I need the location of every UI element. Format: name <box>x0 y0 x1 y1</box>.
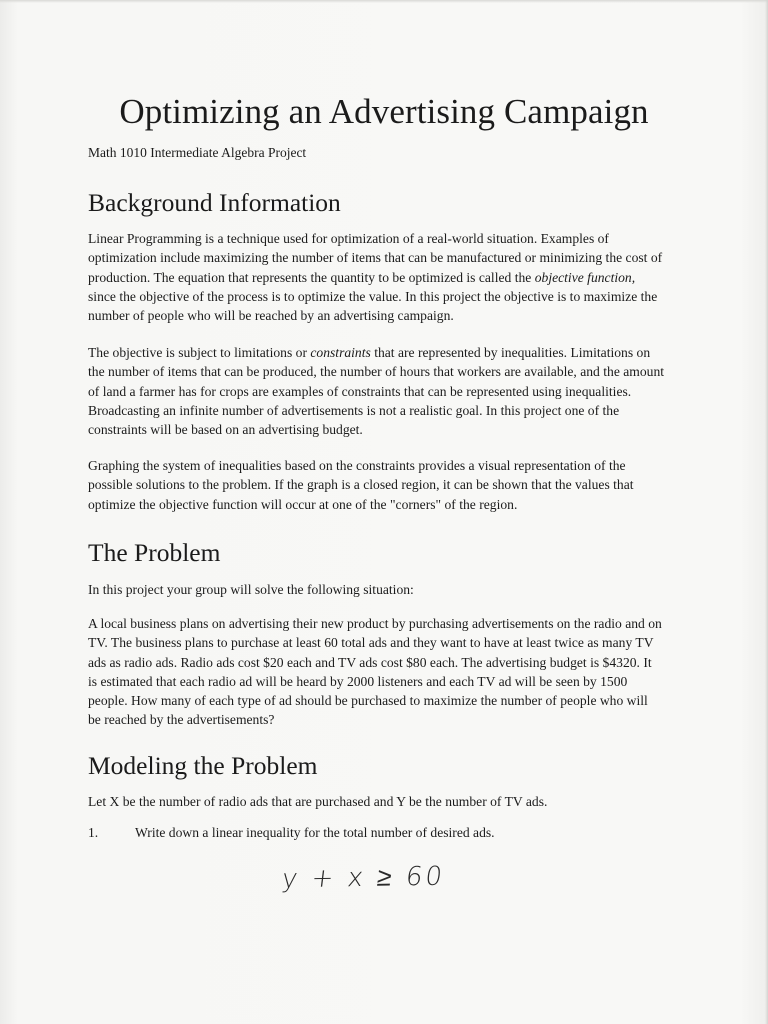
text-line: TV. The business plans to purchase at least 60 total ads and they want to have at least twice as many TV <box>88 635 654 651</box>
heading-problem: The Problem <box>88 538 221 567</box>
text-line: Linear Programming is a technique used for optimization of a real-world situation. Examples of <box>88 231 609 246</box>
text-line: of land a farmer has for crops are examples of constraints that can be represented using inequalities. <box>88 383 632 399</box>
term-objective-function: objective function, <box>534 269 636 285</box>
paragraph-problem-body <box>88 614 688 730</box>
text-line: is estimated that each radio ad will be heard by 2000 listeners and each TV ad will be seen by 1500 <box>88 673 628 689</box>
page-subtitle: Math 1010 Intermediate Algebra Project <box>88 145 307 160</box>
text-line: Broadcasting an infinite number of advertisements is not a realistic goal. In this project one of the <box>88 402 620 418</box>
text-line: be reached by the advertisements? <box>88 712 275 728</box>
text-span: production. The equation that represents the quantity to be optimized is called the <box>88 269 535 285</box>
scan-edge-top <box>0 0 768 3</box>
text-line <box>88 343 688 362</box>
text-line: number of people who will be reached by an advertising campaign. <box>88 308 454 324</box>
text-line: optimize the objective function will occur at one of the "corners" of the region. <box>88 496 518 512</box>
term-constraints: constraints <box>310 345 371 360</box>
text-line: Let X be the number of radio ads that are purchased and Y be the number of TV ads. <box>88 794 548 809</box>
text-line: Graphing the system of inequalities based on the constraints provides a visual representation of the <box>88 458 626 473</box>
paragraph-background-2 <box>88 343 688 439</box>
paragraph-modeling-intro <box>88 792 688 811</box>
text-line: optimization include maximizing the number of items that can be manufactured or minimizing the cost of <box>88 250 663 266</box>
text-span: that are represented by inequalities. Limitations on <box>370 345 651 360</box>
text-line: people. How many of each type of ad should be purchased to maximize the number of people who will <box>88 693 648 709</box>
question-number: 1. <box>88 825 99 840</box>
text-line: possible solutions to the problem. If the graph is a closed region, it can be shown that the values that <box>88 477 634 493</box>
text-line <box>88 268 688 287</box>
heading-background: Background Information <box>88 188 341 217</box>
paragraph-problem-intro <box>88 580 688 599</box>
question-text: Write down a linear inequality for the total number of desired ads. <box>135 825 495 840</box>
text-line: the number of items that can be produced, the number of hours that workers are available, and the amount <box>88 364 665 380</box>
paragraph-background-1 <box>88 229 688 325</box>
page-title: Optimizing an Advertising Campaign <box>119 92 649 131</box>
text-span: The objective is subject to limitations or <box>88 345 311 360</box>
text-line: A local business plans on advertising their new product by purchasing advertisements on the radio and on <box>88 616 662 631</box>
handwritten-answer: y + x ≥ 60 <box>280 861 447 895</box>
heading-modeling: Modeling the Problem <box>88 751 318 780</box>
text-line: ads as radio ads. Radio ads cost $20 each and TV ads cost $80 each. The advertising budget is $4320. It <box>88 654 652 670</box>
text-line: In this project your group will solve the following situation: <box>88 582 414 597</box>
paragraph-background-3 <box>88 456 688 514</box>
text-line: since the objective of the process is to optimize the value. In this project the objective is to maximize the <box>88 288 658 304</box>
text-line: constraints will be based on an advertising budget. <box>88 422 363 438</box>
